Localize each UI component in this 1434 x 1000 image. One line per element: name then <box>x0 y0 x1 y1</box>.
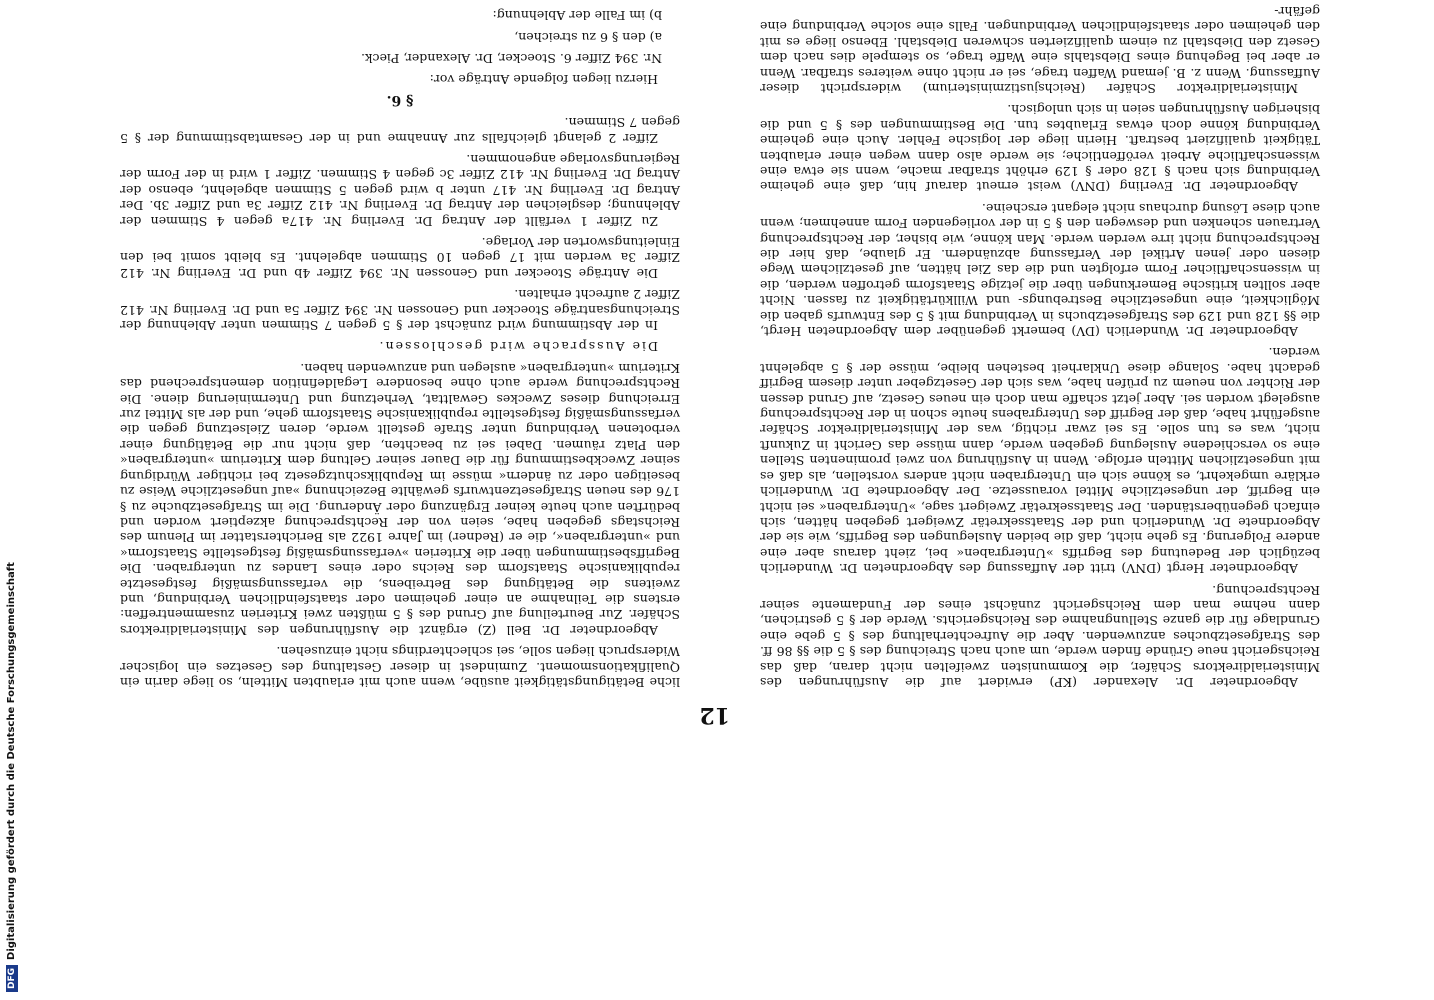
motion-item-b: b) im Falle der Ablehnung: <box>492 8 662 24</box>
paragraph: liche Betätigungstätigkeit ausübe, wenn auch mit erlaubten Mitteln, so liege darin ein Qualifikationsmoment. Zumindest in dieser Gestaltung des Gesetzes ein logischer Widerspruch liegen solle, sei schlechterdings nicht einzusehen. <box>120 644 680 690</box>
paragraph: Abgeordneter Dr. Bell (Z) ergänzt die Ausführungen des Ministerialdirektors Schäfer. Zur Beurteilung auf Grund des § 5 müßten zwei Kriterien zusammentreffen: erstens die Teilnahme an einer geheimen oder staatsfeindlichen Verbindung, und zweitens die Betätigung des Betreibens, die verfassungsmäßig festgesetzte republikanische Staatsform des Reichs oder eines Landes zu untergraben. Die Begriffsbestimmungen über die Kriterien »verfassungsmäßig festgestellte Staatsform« und »untergraben«, die er (Redner) im Jahre 1922 als Berichterstatter im Plenum des Reichstags gegeben habe, seien von der Rechtsprechung akzeptiert worden und bedürften auch heute keiner Ergänzung oder Änderung. Die im Strafgesetzbuche zu § 176 des neuen Strafgesetzentwurfs gewählte Bezeichnung »auf ungesetzliche Weise zu beseitigen oder zu ändern« müsse im Republikschutzgesetz bei richtiger Würdigung seiner Zweckbestimmung für die Dauer seiner Geltung dem Kriterium »untergraben« den Platz räumen. Dabei sei zu beachten, daß nicht nur die Betätigung einer verbotenen Verbindung unter Strafe gestellt werde, deren Zielsetzung gegen die verfassungsmäßig festgestellte republikanische Staatsform gehe, und der als Mittel zur Erreichung dieses Zweckes Gewalttat, Verhetzung und Unterminierung diene. Die Rechtsprechung werde auch ohne besondere Legaldefinition dementsprechend das Kriterium »untergraben« auslegen und anzuwenden haben. <box>120 360 680 638</box>
page-number: 12 <box>699 702 730 728</box>
motion-item-a: a) den § 6 zu streichen, <box>514 29 662 45</box>
footer-text: Digitalisierung gefördert durch die Deutsche Forschungsgemeinschaft <box>6 562 17 960</box>
paragraph: Ziffer 2 gelangt gleichfalls zur Annahme und in der Gesamtabstimmung der § 5 gegen 7 Stimmen. <box>120 115 680 146</box>
digitization-footer <box>2 0 22 1000</box>
right-column <box>120 0 680 690</box>
motion-item-b-continued <box>120 0 680 2</box>
paragraph: Die Aussprache wird geschlossen. <box>377 339 658 355</box>
section-heading: § 6. <box>386 91 414 108</box>
section-intro: Hierzu liegen folgende Anträge vor: <box>429 72 658 88</box>
paragraph: Ministerialdirektor Schäfer (Reichsjustizministerium) widerspricht dieser Auffassung. Wenn z. B. jemand Waffen trage, sei er nicht ohne weiteres strafbar. Wenn er aber bei Begehung eines Diebstahls eine Waffe trage, so stempele dies nach dem Gesetz den Diebstahl zu einem qualifizierten schweren Diebstahl. Ebenso liege es mit den geheimen oder staatsfeindlichen Verbindungen. Falls eine solche Verbindung eine gefähr- <box>760 3 1320 96</box>
paragraph: In der Abstimmung wird zunächst der § 5 gegen 7 Stimmen unter Ablehnung der Streichungsanträge Stoecker und Genossen Nr. 394 Ziffer 5a und Dr. Everling Nr. 412 Ziffer 2 aufrecht erhalten. <box>120 287 680 334</box>
paragraph: Abgeordneter Dr. Wunderlich (DV) bemerkt gegenüber dem Abgeordneten Hergt, die §§ 128 und 129 des Strafgesetzbuchs in Verbindung mit § 5 des Entwurfs gaben die Möglichkeit, eine ungesetzliche Bestrebungs- und Willkürtätigkeit zu fassen. Nicht aber sollten kritische Bemerkungen über die jetzige Staatsform getroffen werden, die in wissenschaftlicher Form erfolgten und die das Ziel hätten, auf gesetzlichem Wege diesen oder jenen Artikel der Verfassung abzuändern. Er glaube, daß hier die Rechtsprechung nicht irre werden werde. Man könne, wie bisher, der Rechtsprechung Vertrauen schenken und deswegen den § 5 in der vorliegenden Form annehmen; wenn auch diese Lösung durchaus nicht elegant erscheine. <box>760 200 1320 340</box>
document-page <box>120 3 1320 728</box>
paragraph: Zu Ziffer 1 verfällt der Antrag Dr. Everling Nr. 417a gegen 4 Stimmen der Ablehnung; desgleichen der Antrag Dr. Everling Nr. 412 Ziffer 3a und Ziffer 3b. Der Antrag Dr. Everling Nr. 417 unter b wird gegen 5 Stimmen abgelehnt, ebenso der Antrag Dr. Everling Nr. 412 Ziffer 3c gegen 4 Stimmen. Ziffer 1 wird in der Form der Regierungsvorlage angenommen. <box>120 152 680 229</box>
paragraph: Abgeordneter Hergt (DNV) tritt der Auffassung des Abgeordneten Dr. Wunderlich bezüglich der Bedeutung des Begriffs »Untergraben« bei, zieht daraus aber eine andere Folgerung. Es gehe nicht, daß die beiden Auslegungen des Begriffs, wie sie der Abgeordnete Dr. Wunderlich und der Staatssekretär Zweigert gegeben hätten, sich einfach gegenüberständen. Der Staatssekretär Zweigert sage, »Untergraben« sei nicht ein Begriff, der ungesetzliche Mittel voraussetze. Der Abgeordnete Dr. Wunderlich erkläre umgekehrt, es könne sich ein Untergraben nicht anders vorstellen, als daß es mit ungesetzlichen Mitteln erfolge. Wenn in Ausführung von zwei prominenten Stellen eine so verschiedene Auslegung gegeben werde, dann müsse das Gericht in Zukunft nicht, was es tun solle. Es sei zwar richtig, was der Ministerialdirektor Schäfer ausgeführt habe, daß der Begriff des Untergrabens heute schon in der Rechtsprechung ausgelegt worden sei. Aber jetzt schaffe man doch ein neues Gesetz, auf Grund dessen der Richter von neuem zu prüfen habe, was sich der Gesetzgeber unter diesem Begriff gedacht habe. Solange diese Unklarheit bestehen bleibe, müsse der § 5 abgelehnt werden. <box>760 345 1320 577</box>
left-column <box>760 0 1320 690</box>
paragraph: Abgeordneter Dr. Alexander (KP) erwidert auf die Ausführungen des Ministerialdirektors Schäfer, die Kommunisten zweifelten nicht daran, daß das Reichsgericht neue Gründe finden werde, um auch nach Streichung des § 5 die §§ 86 ff. des Strafgesetzbuches anzuwenden. Aber die Aufrechterhaltung des § 5 gebe eine Grundlage für die ganze Stellungnahme des Reichsgerichts. Werde der § 5 gestrichen, dann nehme man dem Reichsgericht zunächst eines der Fundamente seiner Rechtsprechung. <box>760 582 1320 690</box>
dfg-logo: DFG <box>6 965 18 992</box>
paragraph: Abgeordneter Dr. Everling (DNV) weist erneut darauf hin, daß eine geheime Verbindung sich nach § 128 oder § 129 erhöht strafbar mache, wenn sie etwa eine wissenschaftliche Arbeit veröffentliche; sie werde also dann wegen einer erlaubten Tätigkeit qualifiziert bestraft. Hierin liege der logische Fehler. Auch eine geheime Verbindung könne doch etwas Erlaubtes tun. Die Bestimmungen des § 5 und die bisherigen Ausführungen seien in sich unlogisch. <box>760 102 1320 195</box>
paragraph: Die Anträge Stoecker und Genossen Nr. 394 Ziffer 4b und Dr. Everling Nr. 412 Ziffer 3a werden mit 17 gegen 10 Stimmen abgelehnt. Es bleibt somit bei den Einleitungsworten der Vorlage. <box>120 235 680 281</box>
motion-line: Nr. 394 Ziffer 6. Stoecker, Dr. Alexander, Pieck. <box>360 50 662 66</box>
